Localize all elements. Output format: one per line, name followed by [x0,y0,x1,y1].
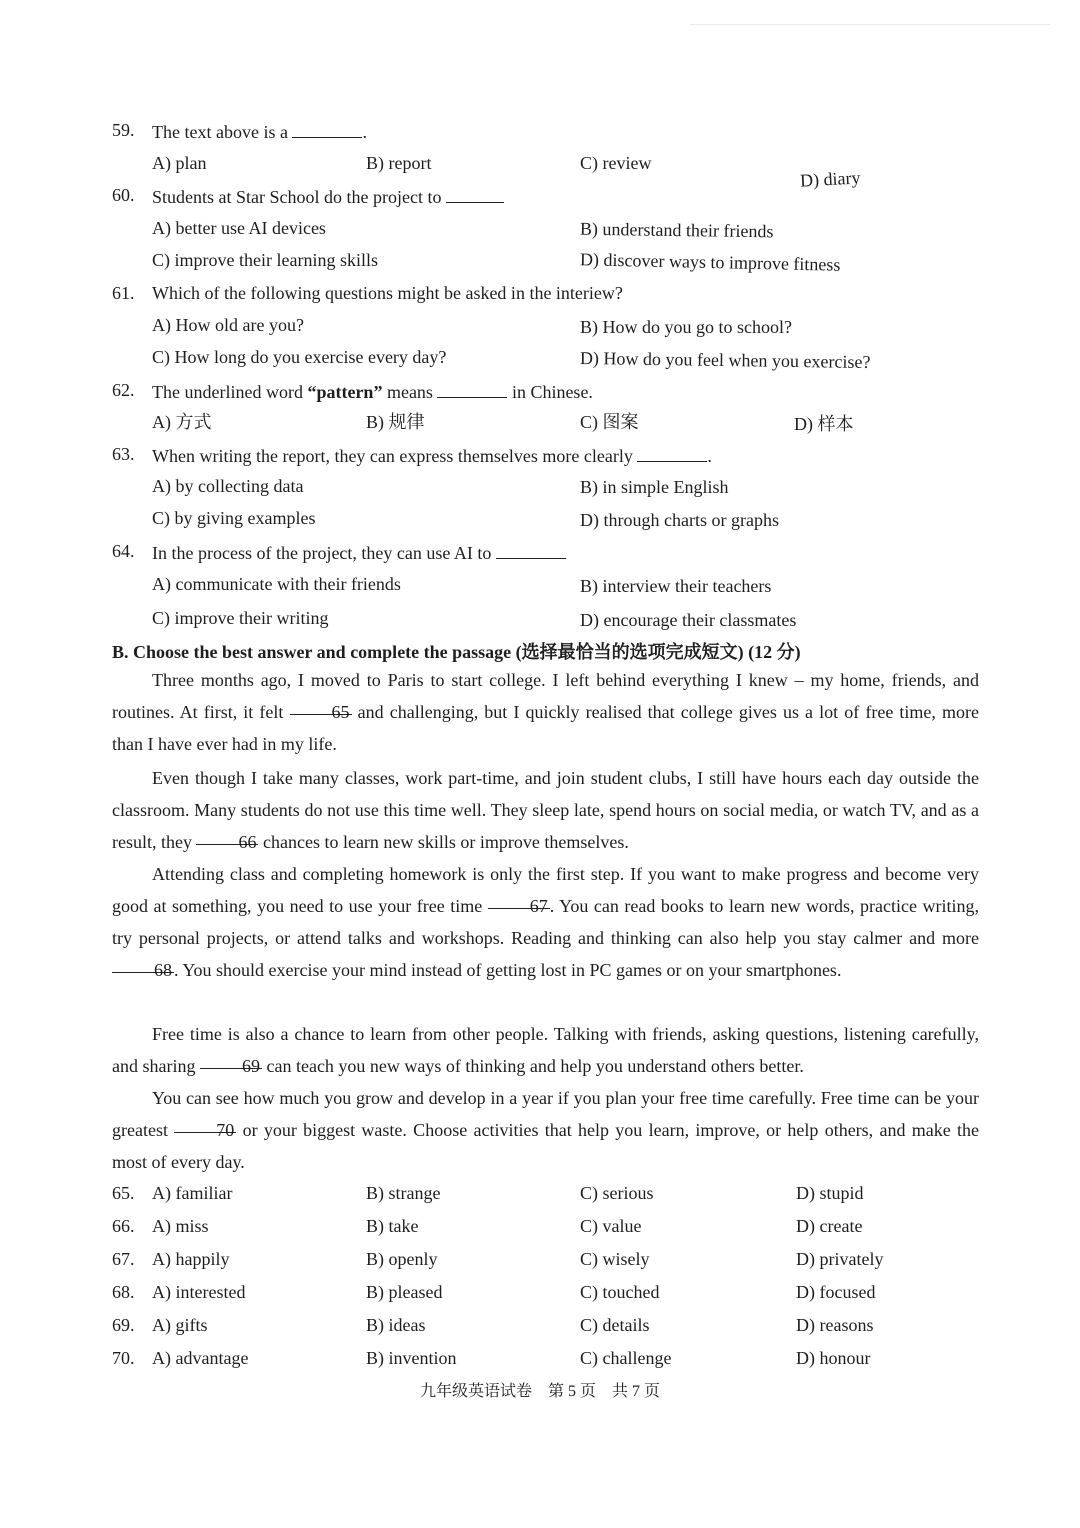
option-b: B) How do you go to school? [580,317,792,337]
option-c: C) value [580,1216,642,1236]
question-text: In the process of the project, they can use AI to [152,543,492,563]
passage-text: Three months ago, I moved to Paris to start college. I left behind everything I knew – my home, friends, and routines. At first, it felt [112,670,979,722]
passage-text: chances to learn new skills or improve themselves. [262,832,629,852]
option-b: B) understand their friends [579,218,774,242]
question-number: 64. [112,541,135,561]
question-64-stem [152,540,566,564]
choice-number: 69. [112,1315,135,1335]
question-number: 60. [112,185,135,205]
page-footer: 九年级英语试卷 第 5 页 共 7 页 [420,1383,661,1400]
option-b: B) 规律 [366,412,425,432]
answer-blank [496,540,566,559]
option-b: B) interview their teachers [580,576,772,596]
answer-blank [446,184,504,203]
question-number: 62. [112,380,135,400]
option-d: D) How do you feel when you exercise? [579,347,871,373]
option-c: C) challenge [580,1348,672,1368]
option-a: A) miss [152,1216,209,1236]
option-d: D) discover ways to improve fitness [579,249,841,275]
passage-paragraph-3 [112,858,979,986]
option-b: B) invention [366,1348,457,1368]
option-b: B) ideas [366,1315,426,1335]
option-b: B) take [366,1216,419,1236]
option-a: A) happily [152,1249,230,1269]
answer-blank [437,379,507,398]
passage-text: You can see how much you grow and develop in a year if you plan your free time carefully. Free time can be your greatest [112,1088,979,1140]
option-c: C) details [580,1315,650,1335]
choice-number: 68. [112,1282,135,1302]
option-d: D) 样本 [794,414,854,434]
option-a: A) plan [152,153,207,173]
blank-67: 67 [488,890,550,909]
option-d: D) honour [796,1348,871,1368]
question-number: 59. [112,120,135,140]
passage-paragraph-1 [112,664,979,760]
answer-blank [637,443,707,462]
option-c: C) touched [580,1282,660,1302]
passage-paragraph-4 [112,1018,979,1082]
question-text: When writing the report, they can express themselves more clearly [152,446,633,466]
option-c: C) improve their writing [152,608,329,628]
passage-text: Attending class and completing homework is only the first step. If you want to make progress and become very good at something, you need to use your free time [112,864,979,916]
section-b-title: B. Choose the best answer and complete the passage (选择最恰当的选项完成短文) (12 分) [112,642,801,662]
blank-66: 66 [196,826,258,845]
blank-69: 69 [200,1050,262,1069]
passage-text: Even though I take many classes, work part-time, and join student clubs, I still have hours each day outside the classroom. Many students do not use this time well. They sleep late, spend hours on social media, or watch TV, and as a result, they [112,768,979,852]
scan-edge-line [690,24,1050,25]
blank-68: 68 [112,954,174,973]
option-d: D) privately [796,1249,884,1269]
option-c: C) serious [580,1183,654,1203]
option-d: D) focused [796,1282,876,1302]
option-d: D) create [796,1216,863,1236]
option-b: B) pleased [366,1282,443,1302]
passage-text: Free time is also a chance to learn from other people. Talking with friends, asking questions, listening carefully, and sharing [112,1024,979,1076]
option-c: C) wisely [580,1249,650,1269]
option-d: D) reasons [796,1315,874,1335]
option-b: B) report [366,153,432,173]
answer-blank [292,119,362,138]
choice-number: 70. [112,1348,135,1368]
option-a: A) by collecting data [152,476,304,496]
passage-paragraph-2 [112,762,979,858]
option-b: B) strange [366,1183,441,1203]
option-a: A) gifts [152,1315,208,1335]
passage-text: can teach you new ways of thinking and help you understand others better. [266,1056,804,1076]
question-62-stem [152,379,593,403]
option-d: D) stupid [796,1183,864,1203]
question-text: means [386,382,433,402]
option-c: C) review [580,153,652,173]
question-text: The text above is a [152,122,288,142]
question-suffix: in Chinese. [511,382,593,402]
option-d: D) diary [799,167,861,191]
question-text: The underlined word [152,382,303,402]
question-suffix: . [707,446,712,466]
question-number: 61. [112,283,135,303]
question-60-stem [152,184,504,208]
question-61-stem: Which of the following questions might be asked in the interiew? [152,283,623,303]
question-suffix: . [362,122,367,142]
option-d: D) through charts or graphs [580,510,779,530]
blank-70: 70 [174,1114,236,1133]
option-a: A) advantage [152,1348,249,1368]
option-a: A) familiar [152,1183,233,1203]
option-a: A) better use AI devices [152,218,326,238]
passage-text: . You can read books to learn new words, practice writing, try personal projects, or attend talks and workshops. Reading and thinking can also help you stay calmer and more [112,896,979,948]
question-text: Students at Star School do the project to [152,187,442,207]
passage-text: . You should exercise your mind instead of getting lost in PC games or on your smartphones. [174,960,842,980]
underlined-word: “pattern” [307,382,383,402]
option-b: B) openly [366,1249,438,1269]
option-c: C) How long do you exercise every day? [152,347,447,367]
option-a: A) communicate with their friends [152,574,401,594]
question-59-stem [152,119,367,143]
question-number: 63. [112,444,135,464]
option-b: B) in simple English [580,477,729,497]
option-d: D) encourage their classmates [580,610,797,630]
passage-text: or your biggest waste. Choose activities that help you learn, improve, or help others, and make the most of every day. [112,1120,980,1172]
option-a: A) 方式 [152,412,212,432]
choice-number: 67. [112,1249,135,1269]
option-a: A) interested [152,1282,246,1302]
option-c: C) improve their learning skills [152,250,378,270]
choice-number: 66. [112,1216,135,1236]
passage-paragraph-5 [112,1082,979,1178]
question-63-stem [152,443,712,467]
option-a: A) How old are you? [152,315,304,335]
option-c: C) by giving examples [152,508,316,528]
blank-65: 65 [290,696,352,715]
choice-number: 65. [112,1183,135,1203]
passage-text: and challenging, but I quickly realised that college gives us a lot of free time, more than I have ever had in my life. [112,702,980,754]
option-c: C) 图案 [580,412,639,432]
